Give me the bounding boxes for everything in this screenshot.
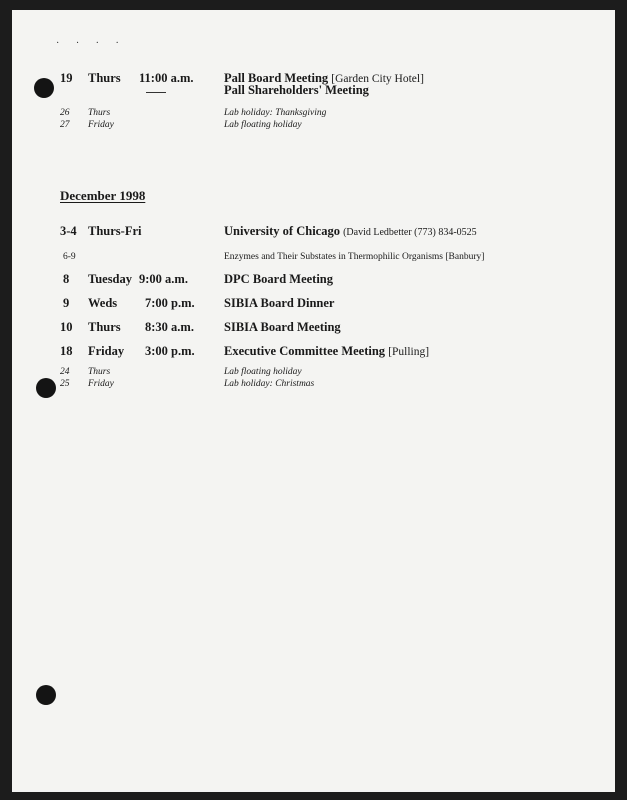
event-weekday: Thurs-Fri <box>88 224 142 238</box>
punch-hole-bottom <box>36 685 56 705</box>
event-time: 7:00 p.m. <box>145 296 195 310</box>
event-day: 10 <box>60 320 73 334</box>
event-note: [Pulling] <box>388 346 430 358</box>
holiday-weekday: Thurs <box>88 367 111 377</box>
holiday-text: Lab holiday: Christmas <box>224 379 315 389</box>
month-heading: December 1998 <box>60 188 146 203</box>
holiday-weekday: Friday <box>88 379 114 389</box>
event-title-secondary: Pall Shareholders' Meeting <box>224 83 369 97</box>
event-title: Pall Board Meeting <box>224 71 329 85</box>
holiday-text: Lab holiday: Thanksgiving <box>224 108 327 118</box>
holiday-weekday: Friday <box>88 120 114 130</box>
event-time: 11:00 a.m. <box>139 71 194 85</box>
event-day: 9 <box>63 296 70 310</box>
event-time: 9:00 a.m. <box>139 272 188 286</box>
event-weekday: Thurs <box>88 71 121 85</box>
event-note: Enzymes and Their Substates in Thermophilic Organisms [Banbury] <box>224 252 485 262</box>
event-title-wrap <box>224 344 429 359</box>
event-weekday: Friday <box>88 344 125 358</box>
event-title: Executive Committee Meeting <box>224 344 386 358</box>
event-weekday: Tuesday <box>88 272 133 286</box>
scan-specks: · · · · <box>56 38 126 49</box>
holiday-weekday: Thurs <box>88 108 111 118</box>
holiday-day: 27 <box>60 120 70 130</box>
event-day: 19 <box>60 71 73 85</box>
holiday-text: Lab floating holiday <box>224 367 302 377</box>
holiday-text: Lab floating holiday <box>224 120 302 130</box>
punch-hole-top <box>34 78 54 98</box>
time-dash <box>146 92 166 93</box>
event-title: SIBIA Board Dinner <box>224 296 335 310</box>
event-time: 8:30 a.m. <box>145 320 194 334</box>
event-day: 3-4 <box>60 224 77 238</box>
event-weekday: Weds <box>88 296 118 310</box>
document-page <box>12 10 615 792</box>
event-note: [Garden City Hotel] <box>331 73 424 85</box>
event-title: University of Chicago <box>224 224 340 238</box>
event-title-wrap <box>224 224 477 239</box>
event-note: (David Ledbetter (773) 834-0525 <box>343 227 477 238</box>
event-title: DPC Board Meeting <box>224 272 334 286</box>
event-day: 18 <box>60 344 73 358</box>
holiday-day: 25 <box>60 379 70 389</box>
event-title: SIBIA Board Meeting <box>224 320 341 334</box>
event-day: 8 <box>63 272 70 286</box>
event-weekday: Thurs <box>88 320 121 334</box>
event-day: 6-9 <box>63 252 76 262</box>
punch-hole-middle <box>36 378 56 398</box>
holiday-day: 24 <box>60 367 70 377</box>
event-time: 3:00 p.m. <box>145 344 195 358</box>
holiday-day: 26 <box>60 108 70 118</box>
